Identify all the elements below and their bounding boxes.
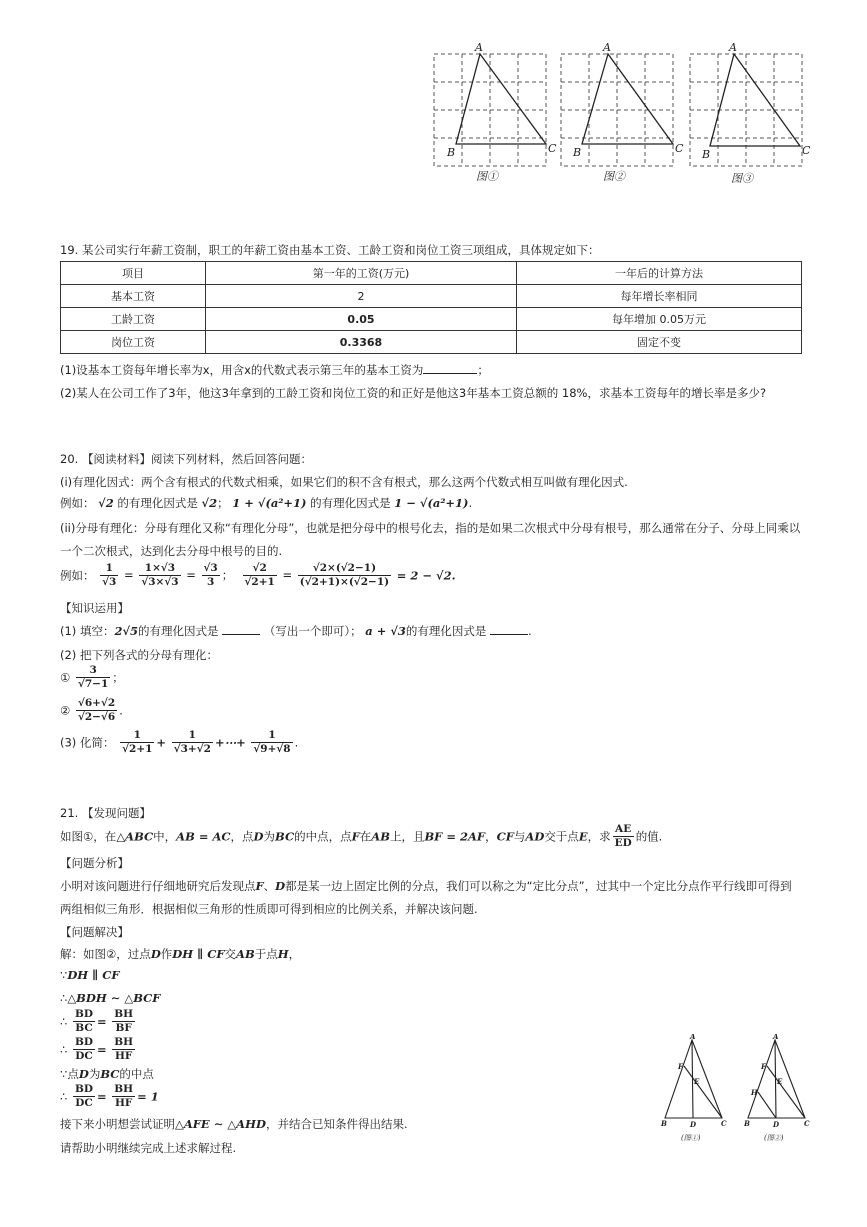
q21-solve-2: ∵DH ∥ CF <box>60 968 120 982</box>
svg-text:D: D <box>773 1120 780 1129</box>
q20-part3: (3) 化简： $\frac{1}{√2+1}$ + $\frac{1}{√3+√2}$ +⋯+ $\frac{1}{√9+√8}$ . <box>60 729 299 755</box>
q21-solve-9: 请帮助小明继续完成上述求解过程. <box>60 1141 237 1155</box>
answer-blank[interactable] <box>423 362 477 374</box>
table-header-row: 项目 第一年的工资(万元) 一年后的计算方法 <box>61 262 802 285</box>
q21-solve-8: 接下来小明想尝试证明△AFE ∼ △AHD，并结合已知条件得出结果. <box>60 1117 408 1131</box>
svg-text:(图①): (图①) <box>681 1134 701 1142</box>
svg-text:C: C <box>804 1119 810 1128</box>
q21-title: 21. 【发现问题】 <box>60 806 151 820</box>
svg-text:E: E <box>694 1077 700 1086</box>
answer-blank[interactable] <box>490 623 528 635</box>
triangle-fig3 <box>710 54 800 146</box>
svg-text:C: C <box>548 142 557 155</box>
q19-part2: (2)某人在公司工作了3年，他这3年拿到的工龄工资和岗位工资的和正好是他这3年基本工资总额的 18%，求基本工资每年的增长率是多少? <box>60 386 767 400</box>
q21-solve-7: ∴ $\frac{BD}{DC}$ = $\frac{BH}{HF}$ = 1 <box>60 1083 159 1109</box>
svg-text:A: A <box>729 41 737 54</box>
salary-table <box>60 261 802 354</box>
answer-blank[interactable] <box>222 623 260 635</box>
svg-text:E: E <box>777 1077 783 1086</box>
q21-analysis-2: 两组相似三角形．根据相似三角形的性质即可得到相应的比例关系，并解决该问题. <box>60 902 478 916</box>
q21-solve-heading: 【问题解决】 <box>60 925 129 939</box>
q21-solve-5: ∴ $\frac{BD}{DC}$ = $\frac{BH}{HF}$ <box>60 1036 134 1062</box>
caption-fig3: 图③ <box>731 172 753 185</box>
svg-text:A: A <box>475 41 483 54</box>
q19-part1: (1)设基本工资每年增长率为x，用含x的代数式表示第三年的基本工资为 ； <box>60 363 489 377</box>
q21-analysis-1: 小明对该问题进行仔细地研究后发现点F、D都是某一边上固定比例的分点，我们可以称之为“定比分点”，过其中一个定比分点作平行线即可得到 <box>60 879 792 893</box>
svg-text:B: B <box>447 146 456 159</box>
svg-text:B: B <box>744 1119 750 1128</box>
q20-example-1: 例如： √2 的有理化因式是 √2； 1 + √(a²+1) 的有理化因式是 1 − √(a²+1). <box>60 496 473 510</box>
triangle-figures-top <box>428 40 818 190</box>
q20-rationalizing-factor-def: (i)有理化因式：两个含有根式的代数式相乘，如果它们的积不含有根式，那么这两个代数式相互叫做有理化因式. <box>60 475 628 489</box>
q20-example-2: 例如： $\frac{1}{√3}$ = $\frac{1\times√3}{√3\times√3}$ = $\frac{√3}{3}$ ； $\frac{√2}{√2+1}$ = $\frac{√2\times(√2-1)}{(√2+1)\times(√2-1)}$ = 2 − √2. <box>60 562 456 588</box>
svg-text:(图②): (图②) <box>764 1134 784 1142</box>
q20-part2: (2) 把下列各式的分母有理化： <box>60 648 218 662</box>
q20-denominator-def-1: (ii)分母有理化：分母有理化又称“有理化分母”，也就是把分母中的根号化去，指的是如果二次根式中分母有根号，那么通常在分子、分母上同乘以 <box>60 521 801 535</box>
triangle-fig2 <box>582 54 673 144</box>
q21-analysis-heading: 【问题分析】 <box>60 856 129 870</box>
q21-solve-4: ∴ $\frac{BD}{BC}$ = $\frac{BH}{BF}$ <box>60 1008 134 1034</box>
q21-triangle-figures <box>655 1034 815 1146</box>
triangle-fig1 <box>456 54 546 144</box>
svg-text:H: H <box>751 1088 758 1097</box>
svg-text:A: A <box>773 1034 779 1041</box>
table-row: 工龄工资 0.05 每年增加 0.05万元 <box>61 308 802 331</box>
svg-text:B: B <box>573 146 582 159</box>
q20-knowledge-heading: 【知识运用】 <box>60 601 129 615</box>
svg-text:A: A <box>690 1034 696 1041</box>
svg-text:C: C <box>802 144 811 157</box>
svg-text:D: D <box>690 1120 697 1129</box>
svg-text:C: C <box>721 1119 727 1128</box>
q20-item1: ① $\frac{3}{√7-1}$ ； <box>60 664 124 690</box>
q21-problem: 如图①，在△ABC中，AB = AC，点D为BC的中点，点F在AB上，且BF = 2AF，CF与AD交于点E，求 $\frac{AE}{ED}$ 的值. <box>60 823 663 849</box>
q21-solve-3: ∴△BDH ∼ △BCF <box>60 991 161 1005</box>
q19-intro: 19. 某公司实行年薪工资制，职工的年薪工资由基本工资、工龄工资和岗位工资三项组成，具体规定如下： <box>60 243 600 257</box>
q20-part1: (1) 填空：2√5的有理化因式是 （写出一个即可）； a + √3的有理化因式是 . <box>60 624 532 638</box>
q20-title: 20. 【阅读材料】阅读下列材料，然后回答问题： <box>60 452 312 466</box>
table-row: 岗位工资 0.3368 固定不变 <box>61 331 802 354</box>
svg-text:A: A <box>603 41 611 54</box>
table-row: 基本工资 2 每年增长率相同 <box>61 285 802 308</box>
svg-text:B: B <box>661 1119 667 1128</box>
svg-text:F: F <box>678 1062 683 1071</box>
q20-item2: ② $\frac{√6+√2}{√2-√6}$ . <box>60 697 123 723</box>
svg-text:C: C <box>675 142 684 155</box>
q20-denominator-def-2: 一个二次根式，达到化去分母中根号的目的. <box>60 544 283 558</box>
caption-fig1: 图① <box>476 170 498 183</box>
svg-text:F: F <box>761 1062 766 1071</box>
q21-solve-6: ∵点D为BC的中点 <box>60 1067 154 1081</box>
caption-fig2: 图② <box>603 170 625 183</box>
q21-solve-1: 解：如图②，过点D作DH ∥ CF交AB于点H， <box>60 947 301 961</box>
svg-text:B: B <box>702 148 711 161</box>
